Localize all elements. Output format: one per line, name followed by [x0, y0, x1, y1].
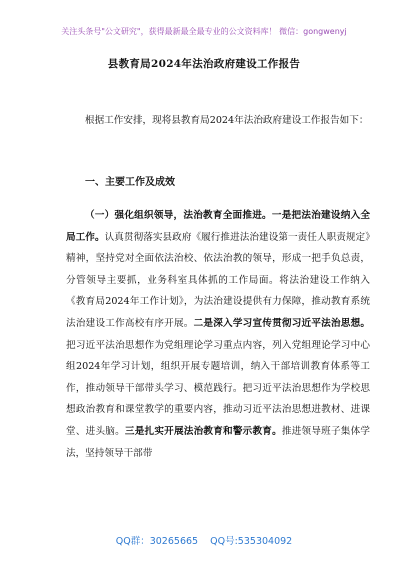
paragraph-text: 把习近平法治思想作为党组理论学习重点内容，列入党组理论学习中心组2024年学习计划，组织开展专题培训，纳入干部培训教育体系等工作，推动领导干部带头学习、模范践行。把习近平法治思想作为学校思想政治教育和课堂教学的重要内容，推动习近平法治思想进教材、进课堂、进头脑。 [66, 339, 370, 437]
paragraph-heading: 三是扎实开展法治教育和警示教育。 [124, 425, 282, 437]
page-title: 县教育局2024年法治政府建设工作报告 [107, 58, 301, 70]
paragraph-heading: （一）强化组织领导，法治教育全面推进。一是把法治建设纳入全局工作。 [66, 210, 370, 243]
paragraph-text: 认真贯彻落实县政府《履行推进法治建设第一责任人职责规定》精神，坚持党对全面依法治校、依法治教的领导，形成一把手负总责，分管领导主要抓，业务科室具体抓的工作局面。将法治建设工作纳入《教育局2024年工作计划》，为法治建设提供有力保障，推动教育系统法治建设工作高校有序开展。 [66, 231, 370, 329]
section-heading: 一、主要工作及成效 [85, 177, 175, 188]
paragraph-text: 推进领导班子集体学法，坚持领导干部带 [66, 425, 371, 459]
header-note: 关注头条号"公文研究"，获得最新最全最专业的公文资料库！ 微信：gongwenyj [61, 27, 347, 36]
intro-paragraph: 根据工作安排，现将县教育局2024年法治政府建设工作报告如下： [85, 115, 369, 126]
paragraph-heading: 二是深入学习宣传贯彻习近平法治思想。 [193, 317, 371, 329]
body-paragraph [66, 205, 370, 464]
footer-contact: QQ群：30265665 QQ号:535304092 [115, 536, 293, 547]
